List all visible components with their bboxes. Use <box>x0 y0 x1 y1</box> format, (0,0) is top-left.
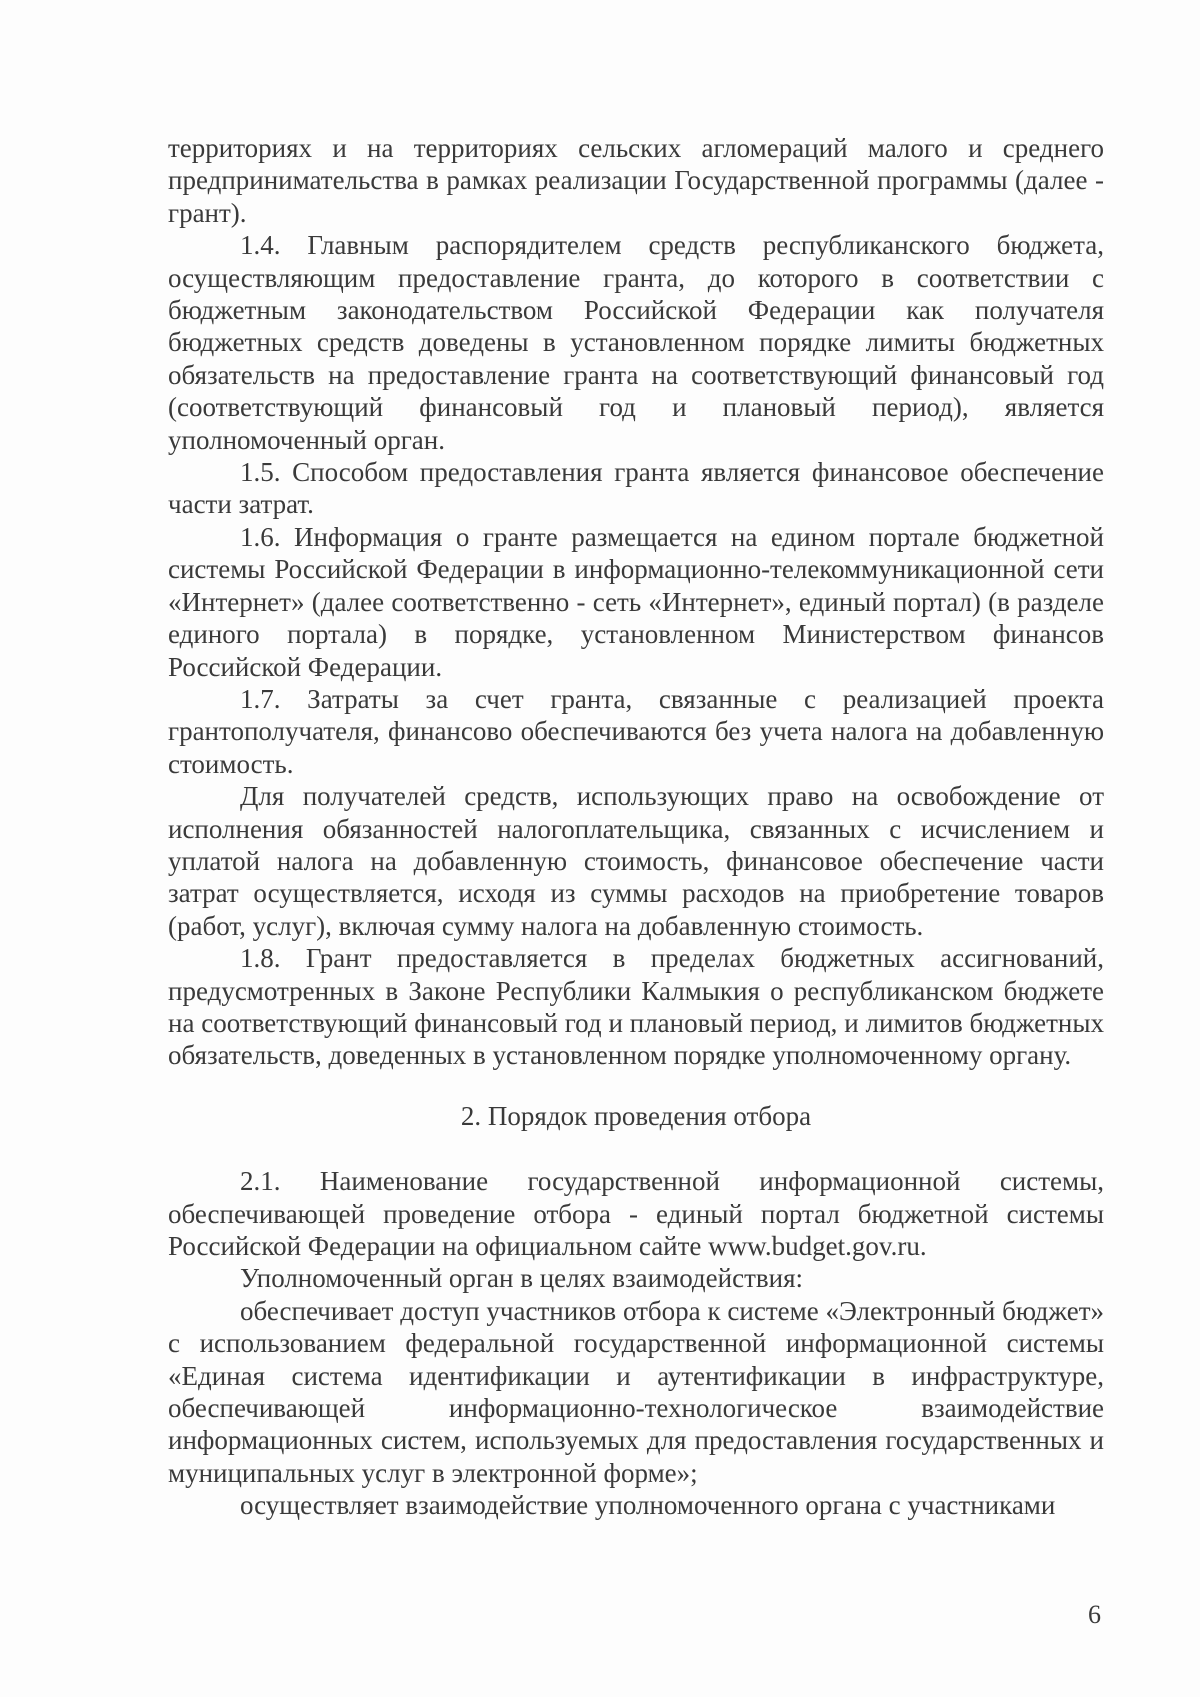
paragraph-interaction: осуществляет взаимодействие уполномоченного органа с участниками <box>240 1490 1056 1521</box>
paragraph-access-provision: обеспечивает доступ участников отбора к системе «Электронный бюджет» с использованием федеральной государственной информационной системы «Единая система идентификации и аутентификации в инфраструктуре, обеспечивающей информационно-технологическое взаимодействие информационных систем, используемых для предоставления государственных и муниципальных услуг в электронной форме»; <box>168 1295 1104 1488</box>
page-number: 6 <box>1088 1600 1101 1629</box>
document-body <box>168 132 1104 1522</box>
paragraph-2-1: 2.1. Наименование государственной информационной системы, обеспечивающей проведение отбора - единый портал бюджетной системы Российской Федерации на официальном сайте www.budget.gov.ru. <box>168 1166 1104 1261</box>
paragraph-1-6: 1.6. Информация о гранте размещается на едином портале бюджетной системы Российской Федерации в информационно-телекоммуникационной сети «Интернет» (далее соответственно - сеть «Интернет», единый портал) (в разделе единого портала) в порядке, установленном Министерством финансов Российской Федерации. <box>168 521 1104 682</box>
section-heading: 2. Порядок проведения отбора <box>460 1100 812 1131</box>
paragraph-1-4: 1.4. Главным распорядителем средств республиканского бюджета, осуществляющим предоставление гранта, до которого в соответствии с бюджетным законодательством Российской Федерации как получателя бюджетных средств доведены в установленном порядке лимиты бюджетных обязательств на предоставление гранта на соответствующий финансовый год (соответствующий финансовый год и плановый период), является уполномоченный орган. <box>168 230 1104 455</box>
paragraph-authorized-body: Уполномоченный орган в целях взаимодействия: <box>240 1263 803 1294</box>
paragraph-continuation: территориях и на территориях сельских агломераций малого и среднего предпринимательства в рамках реализации Государственной программы (далее - грант). <box>168 133 1104 228</box>
paragraph-1-5: 1.5. Способом предоставления гранта является финансовое обеспечение части затрат. <box>168 457 1104 520</box>
paragraph-1-7: 1.7. Затраты за счет гранта, связанные с реализацией проекта грантополучателя, финансово обеспечиваются без учета налога на добавленную стоимость. <box>168 683 1104 779</box>
paragraph-1-8: 1.8. Грант предоставляется в пределах бюджетных ассигнований, предусмотренных в Законе Республики Калмыкия о республиканском бюджете на соответствующий финансовый год и плановый период, и лимитов бюджетных обязательств, доведенных в установленном порядке уполномоченному органу. <box>168 943 1104 1071</box>
paragraph-vat-exemption: Для получателей средств, использующих право на освобождение от исполнения обязанностей налогоплательщика, связанных с исчислением и уплатой налога на добавленную стоимость, финансовое обеспечение части затрат осуществляется, исходя из суммы расходов на приобретение товаров (работ, услуг), включая сумму налога на добавленную стоимость. <box>168 781 1104 941</box>
